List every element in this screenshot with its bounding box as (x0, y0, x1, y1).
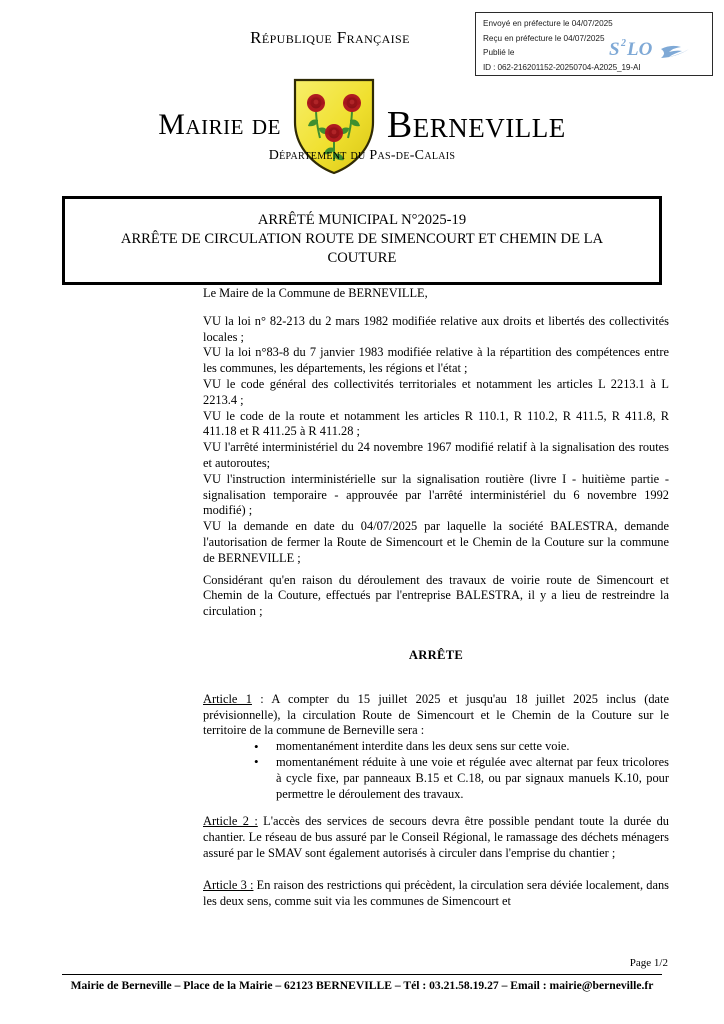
commune-name: Berneville (386, 104, 566, 146)
article-2-text: L'accès des services de secours devra être possible pendant toute la durée du chantier. Le réseau de bus assuré par le Conseil Régional, le ramassage des déchets ménagers assuré par le SMAV sont également autorisés à circuler dans l'emprise du chantier ; (203, 814, 670, 860)
mairie-prefix: Mairie de (158, 108, 281, 141)
arrete-title-inner (68, 202, 656, 279)
vu-clause-7: VU la demande en date du 04/07/2025 par laquelle la société BALESTRA, demande l'autorisation de fermer la Route de Simencourt et le Chemin de la Couture sur la commune de BERNEVILLE ; (203, 519, 669, 565)
title-line-3: COUTURE (327, 250, 397, 266)
stamp-received-line: Reçu en préfecture le 04/07/2025 (483, 33, 605, 43)
vu-clause-4: VU le code de la route et notamment les articles R 110.1, R 110.2, R 411.5, R 411.8, R 411.18 et R 411.25 à R 411.28 ; (203, 408, 669, 439)
stamp-sent-line: Envoyé en préfecture le 04/07/2025 (483, 19, 613, 28)
vu-clause-3: VU le code général des collectivités territoriales et notamment les articles L 2213.1 à L 2213.4 ; (203, 376, 669, 407)
opening-line: Le Maire de la Commune de BERNEVILLE, (203, 286, 428, 300)
footer-contact: Mairie de Berneville – Place de la Mairie – 62123 BERNEVILLE – Tél : 03.21.58.19.27 – Email : mairie@berneville.fr (70, 979, 654, 992)
article-1-bullet-list (203, 739, 669, 802)
article-3-paragraph (203, 878, 669, 910)
vu-clause-2: VU la loi n°83-8 du 7 janvier 1983 modifiée relative à la répartition des compétences entre les communes, les départements, les régions et l'état ; (203, 345, 669, 376)
stamp-published-line: Publié le (483, 48, 515, 58)
vu-clause-1: VU la loi n° 82-213 du 2 mars 1982 modifiée relative aux droits et libertés des collectivités locales ; (203, 313, 669, 344)
title-line-2: ARRÊTE DE CIRCULATION ROUTE DE SIMENCOURT ET CHEMIN DE LA (120, 231, 604, 247)
article-2-paragraph (203, 814, 669, 861)
arrete-title-box (62, 196, 662, 285)
footer-divider (62, 974, 662, 975)
document-body (203, 286, 669, 909)
document-header (0, 0, 724, 185)
article-1-paragraph (203, 692, 669, 739)
article-3-label: Article 3 : (203, 877, 254, 892)
arrete-heading: ARRÊTE (408, 647, 464, 662)
list-item: • momentanément réduite à une voie et régulée avec alternat par feux tricolores à cycle fixe, par panneaux B.15 et C.18, ou par signaux manuels K.10, pour permettre le déroulement des travaux. (254, 755, 669, 802)
svg-text:LO: LO (627, 39, 653, 60)
article-3-text: En raison des restrictions qui précèdent, la circulation sera déviée localement, dans les deux sens, comme suit via les communes de Simencourt et (203, 877, 669, 908)
article-1-text: : A compter du 15 juillet 2025 et jusqu'au 18 juillet 2025 inclus (date prévisionnelle), la circulation Route de Simencourt et le Chemin de la Couture sur le territoire de la commune de Berneville sera : (203, 691, 669, 738)
article-2-label: Article 2 : (203, 814, 258, 829)
stamp-id-line: ID : 062-216201152-20250704-A2025_19-AI (483, 62, 641, 72)
svg-text:S: S (609, 39, 620, 60)
vu-clause-6: VU l'instruction interministérielle sur la signalisation routière (livre I - huitième partie - signalisation temporaire - approuvée par l'arrêté interministériel du 6 novembre 1992 modifié) ; (203, 471, 669, 518)
list-item: • momentanément interdite dans les deux sens sur cette voie. (254, 739, 669, 755)
page-number: Page 1/2 (629, 957, 668, 969)
svg-text:2: 2 (621, 38, 626, 49)
vu-clause-5: VU l'arrêté interministériel du 24 novembre 1967 modifié relatif à la signalisation des routes et autoroutes; (203, 440, 669, 470)
departement-label: Département du Pas-de-Calais (268, 148, 456, 163)
republic-title: République Française (250, 28, 410, 47)
considerant-clause: Considérant qu'en raison du déroulement des travaux de voirie route de Simencourt et Chemin de la Couture, effectués par l'entreprise BALESTRA, il y a lieu de restreindre la circulation ; (203, 572, 669, 619)
title-line-1: ARRÊTÉ MUNICIPAL N°2025-19 (257, 212, 467, 228)
article-1-label: Article 1 (203, 691, 252, 706)
